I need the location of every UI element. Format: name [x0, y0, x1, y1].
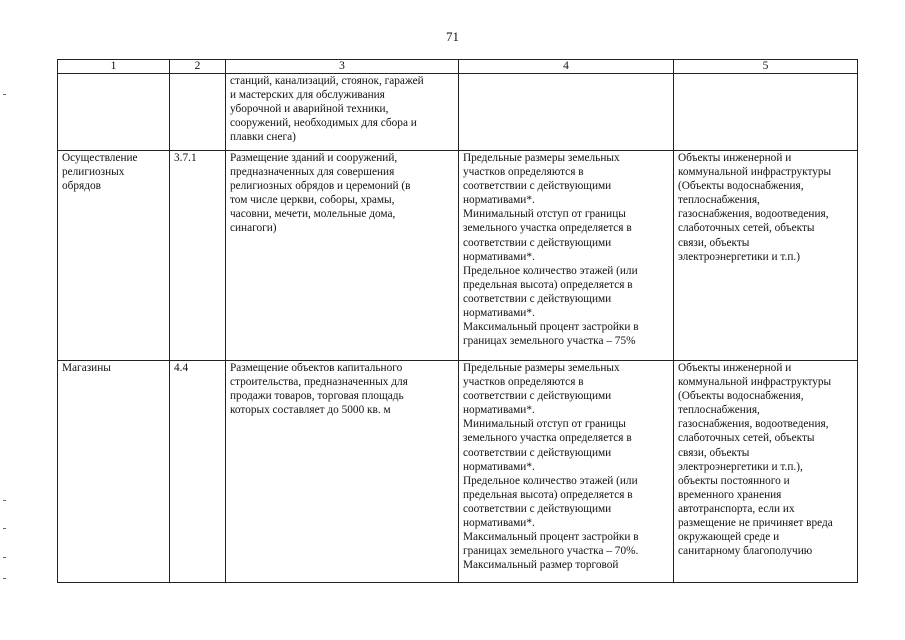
- cell-line: религиозных обрядов и церемоний (в: [230, 180, 411, 193]
- cell-line: строительства, предназначенных для: [230, 376, 408, 389]
- cell-line: продажи товаров, торговая площадь: [230, 390, 404, 403]
- cell-line: предельная высота) определяется в: [463, 278, 633, 291]
- cell-line: Предельные размеры земельных: [463, 152, 620, 164]
- cell-line: синагоги): [230, 222, 277, 235]
- cell-line: предельная высота) определяется в: [463, 488, 633, 501]
- cell-line: часовни, мечети, молельные дома,: [230, 208, 396, 221]
- cell-line: нормативами*.: [463, 404, 535, 417]
- use-name-cell: [58, 151, 170, 361]
- use-code-cell: 4.4: [170, 361, 226, 583]
- use-name-cell: [58, 74, 170, 151]
- cell-line: электроэнергетики и т.п.),: [678, 460, 803, 473]
- cell-line: нормативами*.: [463, 307, 535, 320]
- cell-line: теплоснабжения,: [678, 194, 760, 207]
- cell-line: Магазины: [62, 362, 111, 374]
- cell-line: соответствии с действующими: [463, 446, 612, 459]
- cell-line: Максимальный размер торговой: [463, 559, 619, 572]
- cell-line: Объекты инженерной и: [678, 362, 792, 374]
- cell-line: соответствии с действующими: [463, 502, 612, 515]
- cell-line: Максимальный процент застройки в: [463, 321, 639, 334]
- use-description-cell: [226, 74, 459, 151]
- cell-line: границах земельного участка – 70%.: [463, 545, 639, 558]
- cell-line: которых составляет до 5000 кв. м: [230, 404, 391, 417]
- cell-line: земельного участка определяется в: [463, 222, 632, 235]
- cell-line: связи, объекты: [678, 446, 750, 459]
- column-header-5: 5: [674, 60, 858, 74]
- use-description-cell: [226, 151, 459, 361]
- cell-line: окружающей среде и: [678, 531, 780, 544]
- cell-line: участков определяются в: [463, 166, 584, 179]
- use-description-cell: [226, 361, 459, 583]
- column-header-3: 3: [226, 60, 459, 74]
- cell-line: Размещение зданий и сооружений,: [230, 152, 398, 164]
- cell-line: том числе церкви, соборы, храмы,: [230, 194, 395, 207]
- column-header-1: 1: [58, 60, 170, 74]
- cell-line: газоснабжения, водоотведения,: [678, 418, 829, 431]
- column-number-row: [58, 60, 858, 74]
- cell-line: (Объекты водоснабжения,: [678, 390, 804, 403]
- conditional-uses-cell: [674, 151, 858, 361]
- use-code-cell: [170, 74, 226, 151]
- cell-line: Размещение объектов капитального: [230, 362, 403, 374]
- cell-line: (Объекты водоснабжения,: [678, 180, 804, 193]
- column-header-2: 2: [170, 60, 226, 74]
- cell-line: соответствии с действующими: [463, 292, 612, 305]
- column-header-4: 4: [459, 60, 674, 74]
- cell-line: соответствии с действующими: [463, 180, 612, 193]
- cell-line: временного хранения: [678, 488, 782, 501]
- cell-line: обрядов: [62, 180, 101, 193]
- cell-line: коммунальной инфраструктуры: [678, 376, 832, 389]
- cell-line: автотранспорта, если их: [678, 502, 795, 515]
- cell-line: Объекты инженерной и: [678, 152, 792, 164]
- cell-line: нормативами*.: [463, 517, 535, 530]
- cell-line: нормативами*.: [463, 250, 535, 263]
- cell-line: земельного участка определяется в: [463, 432, 632, 445]
- use-code-cell: 3.7.1: [170, 151, 226, 361]
- conditional-uses-cell: [674, 74, 858, 151]
- cell-line: газоснабжения, водоотведения,: [678, 208, 829, 221]
- cell-line: и мастерских для обслуживания: [230, 89, 385, 102]
- cell-line: религиозных: [62, 166, 125, 179]
- cell-line: соответствии с действующими: [463, 390, 612, 403]
- land-use-table: [57, 59, 858, 583]
- parameters-cell: [459, 74, 674, 151]
- cell-line: Предельные размеры земельных: [463, 362, 620, 374]
- conditional-uses-cell: [674, 361, 858, 583]
- cell-line: сооружений, необходимых для сбора и: [230, 117, 417, 130]
- cell-line: слаботочных сетей, объекты: [678, 222, 815, 235]
- cell-line: санитарному благополучию: [678, 545, 813, 558]
- cell-line: участков определяются в: [463, 376, 584, 389]
- use-name-cell: [58, 361, 170, 583]
- cell-line: объекты постоянного и: [678, 474, 790, 487]
- cell-line: плавки снега): [230, 131, 296, 144]
- table-row: [58, 151, 858, 361]
- cell-line: границах земельного участка – 75%: [463, 335, 636, 348]
- cell-line: размещение не причиняет вреда: [678, 517, 833, 530]
- margin-mark: [3, 578, 6, 579]
- cell-line: коммунальной инфраструктуры: [678, 166, 832, 179]
- margin-mark: [3, 94, 6, 95]
- page-number: 71: [446, 29, 459, 44]
- cell-line: Максимальный процент застройки в: [463, 531, 639, 544]
- parameters-cell: [459, 151, 674, 361]
- cell-line: электроэнергетики и т.п.): [678, 250, 800, 263]
- cell-line: Осуществление: [62, 152, 138, 164]
- cell-line: нормативами*.: [463, 460, 535, 473]
- cell-line: станций, канализаций, стоянок, гаражей: [230, 75, 424, 87]
- parameters-cell: [459, 361, 674, 583]
- cell-line: уборочной и аварийной техники,: [230, 103, 389, 116]
- table-row: [58, 74, 858, 151]
- cell-line: слаботочных сетей, объекты: [678, 432, 815, 445]
- cell-line: соответствии с действующими: [463, 236, 612, 249]
- cell-line: нормативами*.: [463, 194, 535, 207]
- cell-line: Минимальный отступ от границы: [463, 418, 626, 431]
- cell-line: связи, объекты: [678, 236, 750, 249]
- cell-line: Предельное количество этажей (или: [463, 474, 638, 487]
- table-row: [58, 361, 858, 583]
- cell-line: Минимальный отступ от границы: [463, 208, 626, 221]
- cell-line: Предельное количество этажей (или: [463, 264, 638, 277]
- cell-line: предназначенных для совершения: [230, 166, 395, 179]
- margin-mark: [3, 500, 6, 501]
- cell-line: теплоснабжения,: [678, 404, 760, 417]
- margin-mark: [3, 528, 6, 529]
- margin-mark: [3, 557, 6, 558]
